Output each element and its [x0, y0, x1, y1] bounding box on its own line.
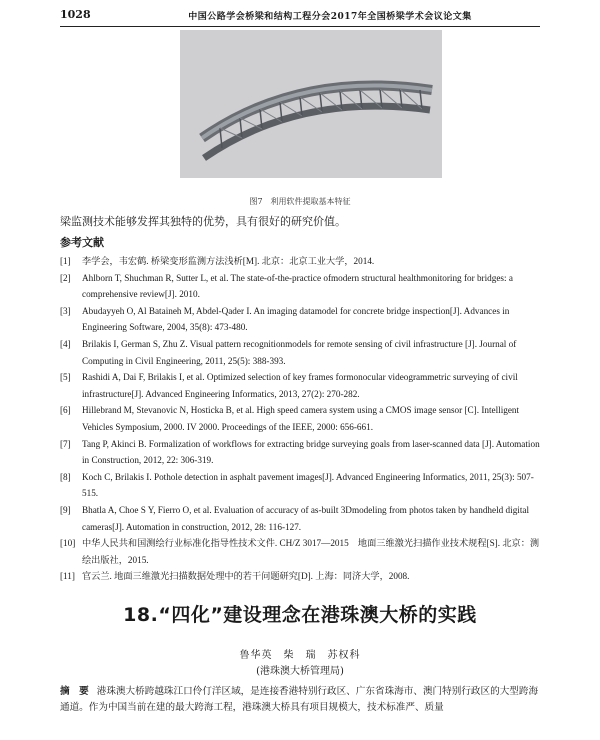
reference-item: [3] Abudayyeh O, Al Bataineh M, Abdel-Qader I. An imaging datamodel for concrete bridge inspection[J]. Advances in Engineering Software, 2004, 35(8): 473-480. — [60, 305, 510, 333]
figure-caption: 图7 利用软件提取基本特征 — [249, 197, 351, 206]
reference-item: [5] Rashidi A, Dai F, Brilakis I, et al. Optimized selection of key frames formonocular videogrammetric surveying of civil infrastructure[J]. Advanced Engineering Informatics, 2013, 27(2): 270-282. — [60, 372, 518, 399]
bridge-arch-pointcloud-icon — [180, 30, 442, 178]
reference-item: [11] 官云兰. 地面三维激光扫描数据处理中的若干问题研究[D]. 上海：同济大学，2008. — [60, 571, 410, 582]
page-header — [60, 8, 540, 27]
reference-item: [2] Ahlborn T, Shuchman R, Sutter L, et al. The state-of-the-practice ofmodern structural healthmonitoring for bridges: a comprehensive review[J]. 2010. — [60, 272, 513, 300]
figure-image — [180, 30, 442, 178]
reference-item: [10] 中华人民共和国测绘行业标准化指导性技术文件. CH/Z 3017—2015 地面三维激光扫描作业技术规程[S]. 北京：测绘出版社，2015. — [60, 538, 540, 565]
reference-item: [6] Hillebrand M, Stevanovic N, Hosticka B, et al. High speed camera system using a CMOS image sensor [C]. Intelligent Vehicles Symposium, 2000. IV 2000. Proceedings of the IEEE, 2000: 656-661. — [60, 405, 520, 432]
reference-list — [60, 253, 545, 585]
article-authors: 鲁华英 柴 瑞 苏权科 — [239, 650, 361, 661]
abstract-text: 港珠澳大桥跨越珠江口伶仃洋区域，是连接香港特别行政区、广东省珠海市、澳门特别行政区的大型跨海通道。作为中国当前在建的最大跨海工程，港珠澳大桥具有项目规模大，技术标准严、质量 — [60, 686, 539, 713]
reference-item: [7] Tang P, Akinci B. Formalization of workflows for extracting bridge surveying goals from laser-scanned data [J]. Automation in Construction, 2012, 22: 306-319. — [60, 438, 540, 466]
body-text: 梁监测技术能够发挥其独特的优势，具有很好的研究价值。 — [60, 215, 346, 228]
page-number: 1028 — [60, 8, 91, 21]
abstract — [60, 684, 545, 716]
reference-item: [1] 李学会，韦宏鹤. 桥梁变形监测方法浅析[M]. 北京：北京工业大学，2014. — [60, 256, 375, 266]
article-title: 18.“四化”建设理念在港珠澳大桥的实践 — [123, 604, 477, 626]
reference-item: [4] Brilakis I, German S, Zhu Z. Visual pattern recognitionmodels for remote sensing of civil infrastructure [J]. Journal of Computing in Civil Engineering, 2011, 25(5): 388-393. — [60, 338, 517, 366]
abstract-label: 摘 要 — [60, 686, 89, 697]
article-affiliation: (港珠澳大桥管理局) — [256, 666, 344, 677]
references-heading: 参考文献 — [60, 236, 104, 249]
journal-title: 中国公路学会桥梁和结构工程分会2017年全国桥梁学术会议论文集 — [188, 12, 472, 22]
reference-item: [8] Koch C, Brilakis I. Pothole detection in asphalt pavement images[J]. Advanced Engineering Informatics, 2011, 25(3): 507-515. — [60, 471, 534, 499]
reference-item: [9] Bhatla A, Choe S Y, Fierro O, et al. Evaluation of accuracy of as-built 3Dmodeling from photos taken by handheld digital cameras[J]. Automation in construction, 2012, 28: 116-127. — [60, 504, 530, 532]
